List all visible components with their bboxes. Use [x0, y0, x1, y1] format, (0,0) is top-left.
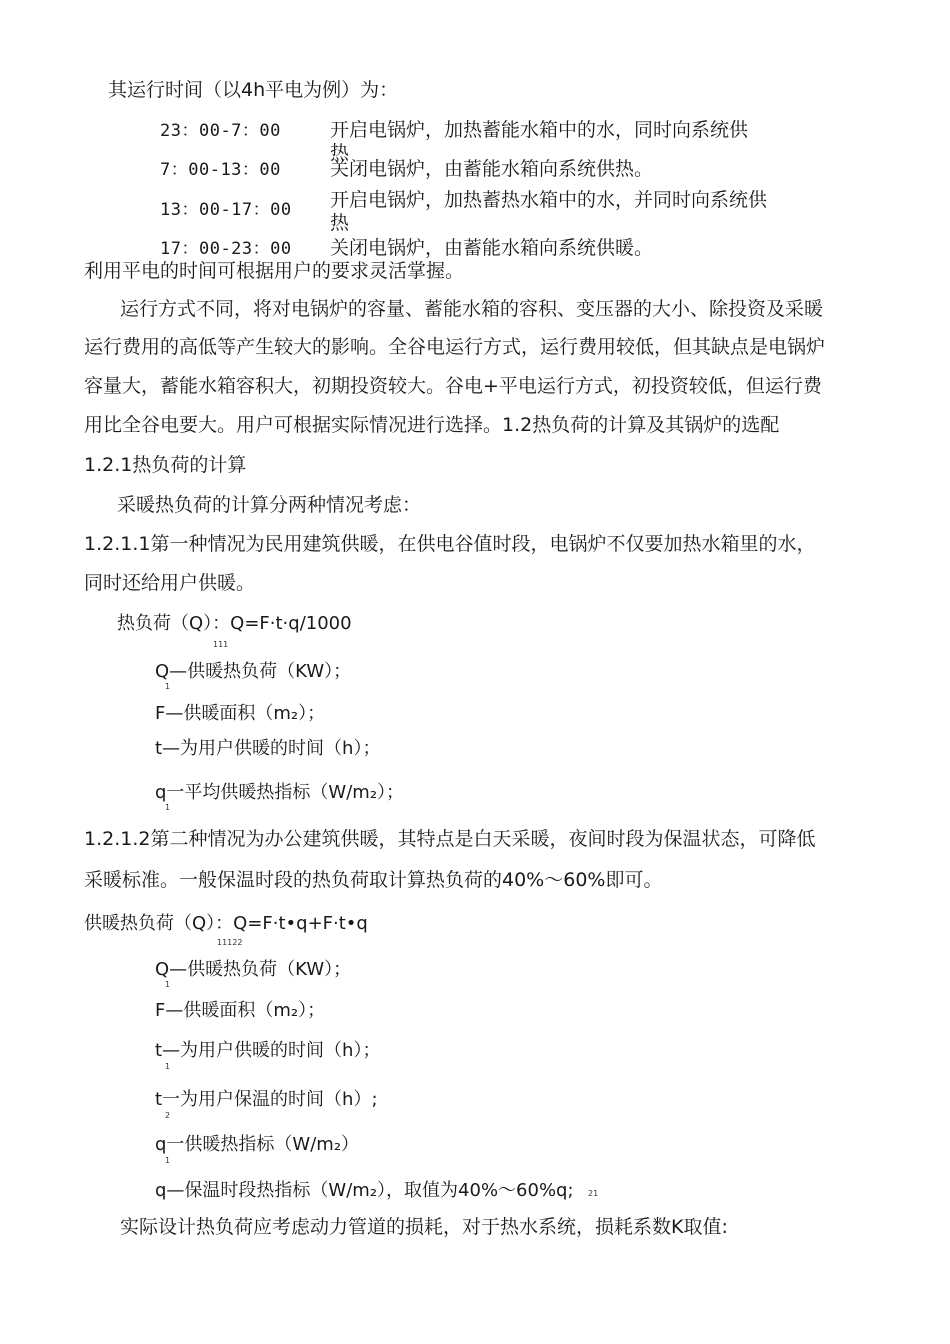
para-line: 用比全谷电要大。用户可根据实际情况进行选择。1.2热负荷的计算及其锅炉的选配: [84, 414, 780, 436]
definition-line: q一供暖热指标（W/m₂）: [155, 1134, 360, 1155]
schedule-time: 17：00-23：00: [160, 239, 292, 259]
para-flexible: 利用平电的时间可根据用户的要求灵活掌握。: [84, 260, 465, 282]
definition-subscript: 1: [165, 1062, 171, 1071]
formula-2: 供暖热负荷（Q）：Q=F·t•q+F·t•q: [84, 913, 368, 934]
definition-line: Q—供暖热负荷（KW）；: [155, 959, 352, 980]
schedule-desc: 关闭电锅炉，由蓄能水箱向系统供暖。: [330, 237, 654, 259]
definition-subscript: 1: [165, 682, 171, 691]
definition-line: q—保温时段热指标（W/m₂），取值为40%〜60%q;: [155, 1180, 574, 1201]
definition-line: t一为用户保温的时间（h）;: [155, 1089, 378, 1110]
definition-line: Q—供暖热负荷（KW）；: [155, 661, 352, 682]
definition-subscript: 1: [165, 980, 171, 989]
schedule-time: 23：00-7：00: [160, 121, 281, 141]
section-heading: 1.2.1热负荷的计算: [84, 454, 247, 476]
schedule-time: 7：00-13：00: [160, 160, 281, 180]
case2-line: 采暖标准。一般保温时段的热负荷取计算热负荷的40%〜60%即可。: [84, 869, 663, 891]
definition-line: q一平均供暖热指标（W/m₂）；: [155, 782, 405, 803]
definition-subscript: 2: [165, 1111, 171, 1120]
formula-1: 热负荷（Q）：Q=F·t·q/1000: [117, 613, 352, 634]
para-loss: 实际设计热负荷应考虑动力管道的损耗，对于热水系统，损耗系数K取值:: [120, 1216, 728, 1238]
definition-subscript: 21: [588, 1189, 599, 1198]
definition-line: t—为用户供暖的时间（h）；: [155, 738, 381, 759]
schedule-desc-cutoff: 热: [330, 142, 350, 164]
definition-line: t—为用户供暖的时间（h）；: [155, 1040, 381, 1061]
schedule-desc: 开启电锅炉，加热蓄能水箱中的水，同时向系统供: [330, 119, 749, 141]
definition-subscript: 1: [165, 1156, 171, 1165]
para-line: 运行费用的高低等产生较大的影响。全谷电运行方式，运行费用较低，但其缺点是电锅炉: [84, 336, 826, 358]
formula-1-subscripts: 111: [213, 640, 229, 649]
schedule-time: 13：00-17：00: [160, 200, 292, 220]
definition-subscript: 1: [165, 803, 171, 812]
schedule-desc-cutoff: 热: [330, 212, 350, 234]
intro-text: 其运行时间（以4h平电为例）为：: [108, 79, 399, 101]
para-line: 运行方式不同，将对电锅炉的容量、蓄能水箱的容积、变压器的大小、除投资及采暖: [120, 298, 824, 320]
definition-line: F—供暖面积（m₂）；: [155, 703, 326, 724]
schedule-desc: 关闭电锅炉，由蓄能水箱向系统供热。: [330, 158, 654, 180]
case2-line: 1.2.1.2第二种情况为办公建筑供暖，其特点是白天采暖，夜间时段为保温状态，可降低: [84, 828, 816, 850]
formula-2-subscripts: 11122: [217, 938, 243, 947]
case1-line: 同时还给用户供暖。: [84, 572, 256, 594]
case1-line: 1.2.1.1第一种情况为民用建筑供暖，在供电谷值时段，电锅炉不仅要加热水箱里的水，: [84, 533, 816, 555]
schedule-desc: 开启电锅炉，加热蓄热水箱中的水，并同时向系统供: [330, 189, 768, 211]
para-line: 容量大，蓄能水箱容积大，初期投资较大。谷电+平电运行方式，初投资较低，但运行费: [84, 375, 822, 397]
definition-line: F—供暖面积（m₂）；: [155, 1000, 326, 1021]
para-two-cases: 采暖热负荷的计算分两种情况考虑：: [117, 494, 422, 516]
